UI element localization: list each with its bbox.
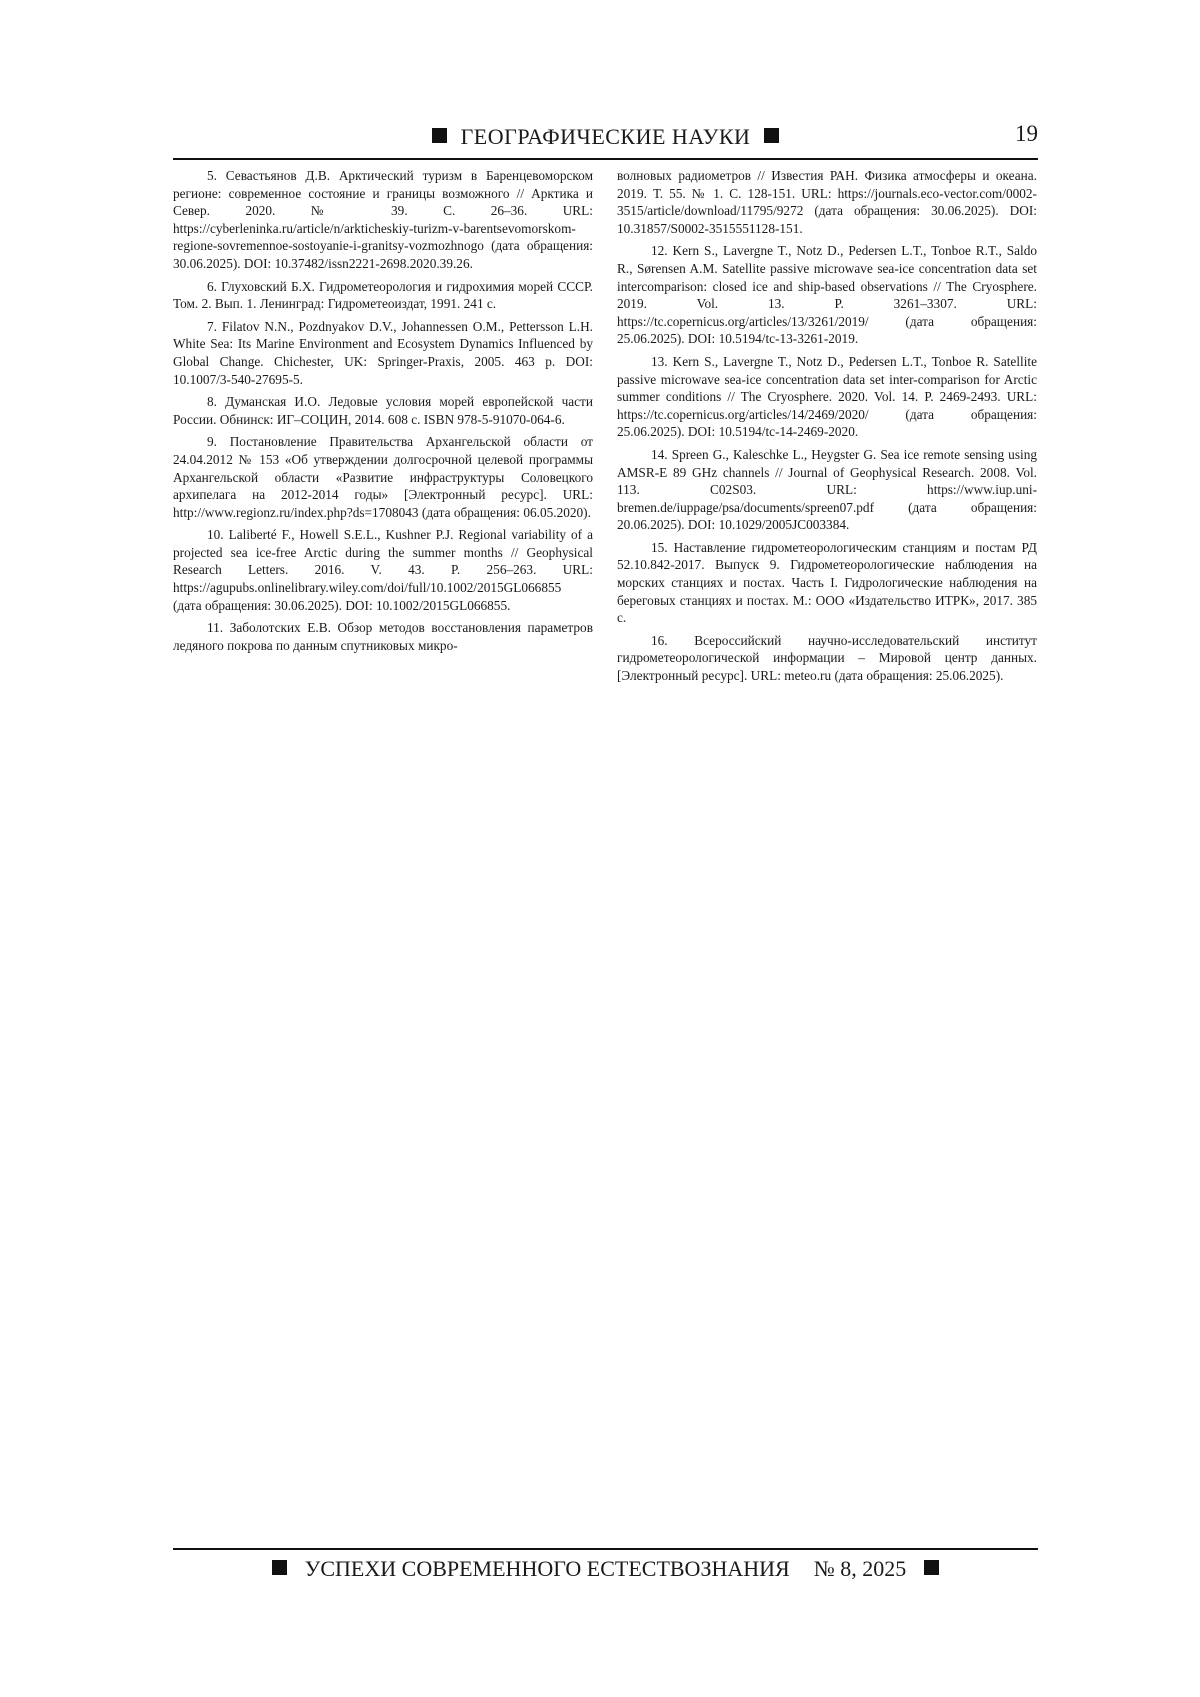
reference-12: 12. Kern S., Lavergne T., Notz D., Pedersen L.T., Tonboe R.T., Saldo R., Sørensen A.M. Satellite passive microwave sea-ice concentration data set intercomparison: closed ice and ship-based observations // The Cryosphere. 2019. Vol. 13. P. 3261–3307. URL: https://tc.copernicus.org/articles/13/3261/2019/ (дата обращения: 25.06.2025). DOI: 10.5194/tc-13-3261-2019. — [617, 243, 1037, 347]
reference-8: 8. Думанская И.О. Ледовые условия морей европейской части России. Обнинск: ИГ–СОЦИН, 2014. 608 с. ISBN 978-5-91070-064-6. — [173, 394, 593, 427]
reference-15: 15. Наставление гидрометеорологическим станциям и постам РД 52.10.842-2017. Выпуск 9. Гидрометеорологические наблюдения на морских станциях и постах. Часть I. Гидрологические наблюдения на береговых станциях и постах. М.: ООО «Издательство ИТРК», 2017. 385 с. — [617, 539, 1037, 626]
reference-9: 9. Постановление Правительства Архангельской области от 24.04.2012 № 153 «Об утверждении долгосрочной целевой программы Архангельской области «Развитие инфраструктуры Соловецкого архипелага на 2012-2014 годы» [Электронный ресурс]. URL: http://www.regionz.ru/index.php?ds=1708043 (дата обращения: 06.05.2020). — [173, 434, 593, 520]
page-header — [173, 118, 1038, 158]
issue-number: № 8, 2025 — [813, 1556, 907, 1581]
reference-5: 5. Севастьянов Д.В. Арктический туризм в Баренцевоморском регионе: современное состояние и границы возможного // Арктика и Север. 2020. № 39. С. 26–36. URL: https://cyberleninka.ru/article/n/arkticheskiy-turizm-v-barentsevomorskom-regione-sovremennoe-sostoyanie-i-granitsy-vozmozhnogo (дата обращения: 30.06.2025). DOI: 10.37482/issn2221-2698.2020.39.26. — [173, 168, 593, 271]
page-footer — [173, 1556, 1038, 1582]
square-bullet-icon — [272, 1560, 287, 1575]
reference-11-continuation: волновых радиометров // Известия РАН. Физика атмосферы и океана. 2019. Т. 55. № 1. С. 128-151. URL: https://journals.eco-vector.com/0002-3515/article/download/11795/9272 (дата обращения: 30.06.2025). DOI: 10.31857/S0002-3515551128-151. — [617, 168, 1037, 236]
square-bullet-icon — [432, 128, 447, 143]
reference-16: 16. Всероссийский научно-исследовательский институт гидрометеорологической информации – Мировой центр данных. [Электронный ресурс]. URL: meteo.ru (дата обращения: 25.06.2025). — [617, 632, 1037, 684]
reference-6: 6. Глуховский Б.Х. Гидрометеорология и гидрохимия морей СССР. Том. 2. Вып. 1. Ленинград: Гидрометеоиздат, 1991. 241 с. — [173, 278, 593, 312]
reference-13: 13. Kern S., Lavergne T., Notz D., Pedersen L.T., Tonboe R. Satellite passive microwave sea-ice concentration data set inter-comparison for Arctic summer conditions // The Cryosphere. 2020. Vol. 14. P. 2469-2493. URL: https://tc.copernicus.org/articles/14/2469/2020/ (дата обращения: 25.06.2025). DOI: 10.5194/tc-14-2469-2020. — [617, 353, 1037, 440]
square-bullet-icon — [924, 1560, 939, 1575]
running-head — [173, 124, 1038, 150]
page-number: 19 — [1015, 121, 1038, 146]
reference-7: 7. Filatov N.N., Pozdnyakov D.V., Johannessen O.M., Pettersson L.H. White Sea: Its Marine Environment and Ecosystem Dynamics Influenced by Global Change. Chichester, UK: Springer-Praxis, 2005. 463 p. DOI: 10.1007/3-540-27695-5. — [173, 318, 593, 387]
square-bullet-icon — [764, 128, 779, 143]
reference-10: 10. Laliberté F., Howell S.E.L., Kushner P.J. Regional variability of a projected sea ice-free Arctic during the summer months // Geophysical Research Letters. 2016. V. 43. P. 256–263. URL: https://agupubs.onlinelibrary.wiley.com/doi/full/10.1002/2015GL066855 (дата обращения: 30.06.2025). DOI: 10.1002/2015GL066855. — [173, 527, 593, 613]
reference-14: 14. Spreen G., Kaleschke L., Heygster G. Sea ice remote sensing using AMSR-E 89 GHz channels // Journal of Geophysical Research. 2008. Vol. 113. C02S03. URL: https://www.iup.uni-bremen.de/iuppage/psa/documents/spreen07.pdf (дата обращения: 20.06.2025). DOI: 10.1029/2005JC003384. — [617, 446, 1037, 533]
references-left-column — [173, 167, 593, 659]
header-rule — [173, 158, 1038, 160]
references-right-column — [617, 167, 1037, 690]
section-title: ГЕОГРАФИЧЕСКИЕ НАУКИ — [460, 124, 751, 149]
journal-title: УСПЕХИ СОВРЕМЕННОГО ЕСТЕСТВОЗНАНИЯ — [304, 1556, 790, 1581]
reference-11: 11. Заболотских Е.В. Обзор методов восстановления параметров ледяного покрова по данным спутниковых микро- — [173, 620, 593, 653]
footer-rule — [173, 1548, 1038, 1550]
